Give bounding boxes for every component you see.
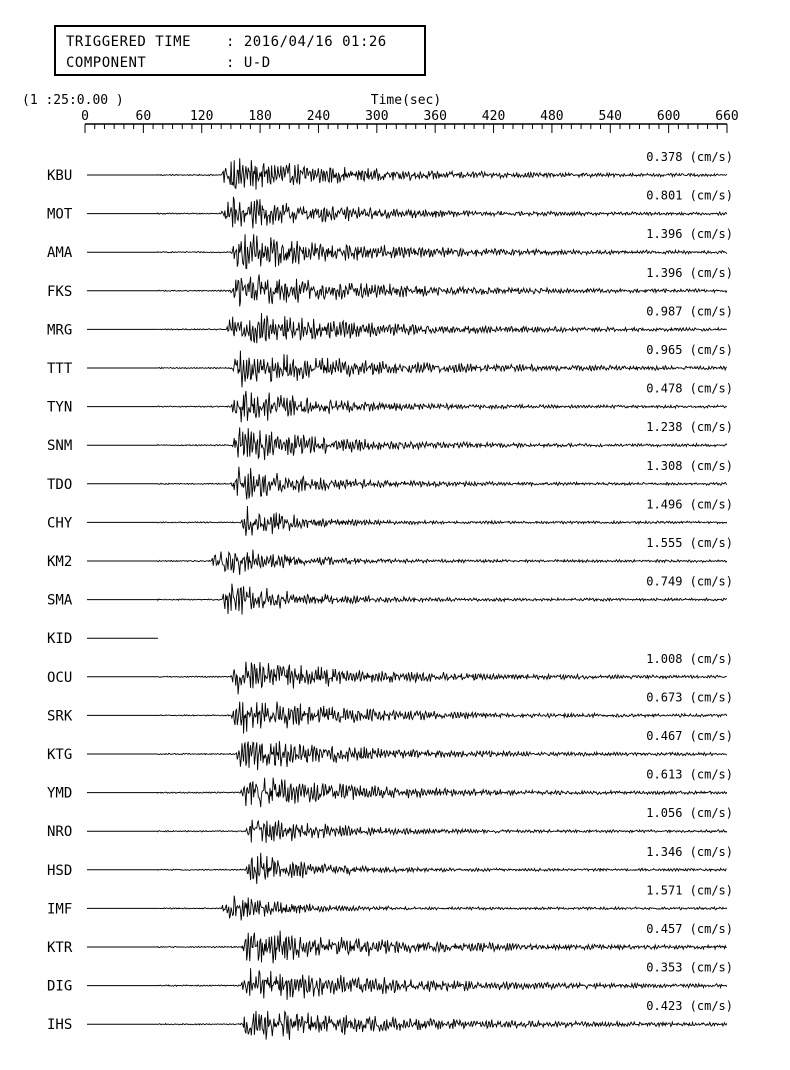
- max-amplitude-label: 0.965 (cm/s): [646, 343, 733, 357]
- station-label: KBU: [47, 168, 73, 184]
- max-amplitude-label: 0.457 (cm/s): [646, 922, 733, 936]
- max-amplitude-label: 1.555 (cm/s): [646, 536, 733, 550]
- waveform-trace: [158, 550, 727, 575]
- max-amplitude-label: 0.378 (cm/s): [646, 150, 733, 164]
- station-row: [47, 266, 733, 307]
- max-amplitude-label: 1.346 (cm/s): [646, 844, 733, 859]
- station-label: NRO: [47, 824, 73, 841]
- station-row: [47, 536, 733, 575]
- component-value: U-D: [243, 55, 271, 71]
- max-amplitude-label: 0.467 (cm/s): [646, 729, 733, 743]
- component-separator: :: [226, 55, 235, 71]
- waveform-trace: [158, 853, 727, 884]
- tick-label: 60: [135, 109, 152, 124]
- waveform-trace: [158, 662, 727, 695]
- station-row: [47, 497, 733, 535]
- max-amplitude-label: 1.571 (cm/s): [646, 883, 733, 898]
- station-label: DIG: [47, 978, 73, 995]
- station-label: IMF: [47, 901, 73, 918]
- max-amplitude-label: 0.801 (cm/s): [646, 188, 733, 203]
- station-row: [47, 420, 733, 460]
- tick-label: 480: [540, 109, 564, 124]
- start-time-label: (1 :25:0.00 ): [22, 93, 124, 108]
- station-row: [47, 382, 733, 423]
- station-row: [47, 768, 733, 808]
- station-label: KID: [47, 631, 73, 648]
- waveform-trace: [158, 968, 727, 1000]
- tick-label: 600: [656, 109, 681, 124]
- waveform-trace: [158, 1011, 727, 1040]
- waveform-trace: [158, 506, 727, 536]
- time-axis: [81, 109, 739, 133]
- waveform-trace: [158, 391, 727, 423]
- waveform-trace: [158, 351, 727, 388]
- max-amplitude-label: 0.673 (cm/s): [646, 690, 733, 705]
- max-amplitude-label: 1.496 (cm/s): [646, 497, 733, 512]
- max-amplitude-label: 0.613 (cm/s): [646, 767, 733, 782]
- waveform-trace: [158, 702, 727, 734]
- max-amplitude-label: 1.008 (cm/s): [646, 651, 733, 666]
- station-row: [47, 883, 733, 920]
- waveform-trace: [158, 274, 727, 306]
- station-row: [47, 806, 733, 843]
- tick-label: 0: [81, 109, 89, 124]
- max-amplitude-label: 1.396 (cm/s): [646, 265, 733, 280]
- station-label: MRG: [47, 322, 73, 339]
- max-amplitude-label: 1.396 (cm/s): [646, 227, 733, 242]
- station-row: [47, 652, 733, 695]
- station-row: [47, 999, 733, 1039]
- station-traces: [47, 150, 733, 1040]
- max-amplitude-label: 0.987 (cm/s): [646, 304, 733, 319]
- tick-label: 300: [365, 109, 389, 124]
- waveform-trace: [158, 313, 727, 343]
- waveform-trace: [158, 741, 727, 770]
- tick-label: 540: [598, 109, 623, 124]
- station-row: [47, 690, 733, 733]
- max-amplitude-label: 1.238 (cm/s): [646, 420, 733, 435]
- waveform-trace: [158, 234, 727, 268]
- station-row: [47, 227, 733, 268]
- station-row: [47, 729, 733, 770]
- waveform-trace: [158, 778, 727, 808]
- tick-label: 660: [715, 109, 739, 124]
- station-label: CHY: [47, 515, 73, 532]
- station-row: [47, 575, 733, 615]
- station-label: KTG: [47, 747, 73, 763]
- max-amplitude-label: 0.423 (cm/s): [646, 999, 733, 1014]
- station-label: TTT: [47, 361, 73, 377]
- waveform-trace: [158, 158, 727, 189]
- max-amplitude-label: 0.353 (cm/s): [646, 960, 733, 975]
- max-amplitude-label: 0.478 (cm/s): [646, 381, 733, 396]
- station-label: TDO: [47, 476, 73, 493]
- station-row: [47, 304, 733, 343]
- station-row: [47, 922, 733, 963]
- station-label: MOT: [47, 206, 73, 223]
- waveform-trace: [158, 427, 727, 460]
- station-row: [47, 150, 733, 190]
- station-label: FKS: [47, 283, 73, 300]
- station-label: AMA: [47, 245, 73, 262]
- x-axis-label: Time(sec): [370, 93, 442, 108]
- waveform-trace: [158, 931, 727, 964]
- station-label: KTR: [47, 940, 73, 956]
- tick-label: 180: [248, 109, 272, 124]
- station-label: HSD: [47, 862, 73, 879]
- station-label: KM2: [47, 554, 73, 570]
- tick-label: 360: [423, 109, 447, 124]
- waveform-trace: [158, 467, 727, 500]
- waveform-trace: [158, 197, 727, 229]
- component-label: COMPONENT: [66, 55, 147, 71]
- station-label: SMA: [47, 592, 73, 609]
- station-row: [47, 631, 158, 647]
- triggered-time-separator: :: [226, 34, 235, 50]
- triggered-time-label: TRIGGERED TIME: [66, 34, 192, 50]
- tick-label: 240: [306, 109, 331, 124]
- max-amplitude-label: 1.056 (cm/s): [646, 806, 733, 821]
- station-label: SNM: [47, 438, 73, 455]
- station-row: [47, 459, 733, 500]
- max-amplitude-label: 0.749 (cm/s): [646, 574, 733, 589]
- station-label: OCU: [47, 669, 73, 686]
- max-amplitude-label: 1.308 (cm/s): [646, 458, 733, 473]
- station-row: [47, 343, 733, 387]
- station-label: YMD: [47, 785, 73, 802]
- triggered-time-value: 2016/04/16 01:26: [243, 34, 387, 50]
- waveform-trace: [158, 584, 727, 615]
- waveform-trace: [158, 896, 727, 921]
- station-label: TYN: [47, 399, 73, 416]
- station-row: [47, 189, 733, 229]
- station-row: [47, 845, 733, 884]
- tick-label: 120: [189, 109, 214, 124]
- waveform-trace: [158, 820, 727, 843]
- station-label: SRK: [47, 708, 73, 725]
- station-row: [47, 961, 733, 1000]
- station-label: IHS: [47, 1017, 73, 1034]
- tick-label: 420: [481, 109, 506, 124]
